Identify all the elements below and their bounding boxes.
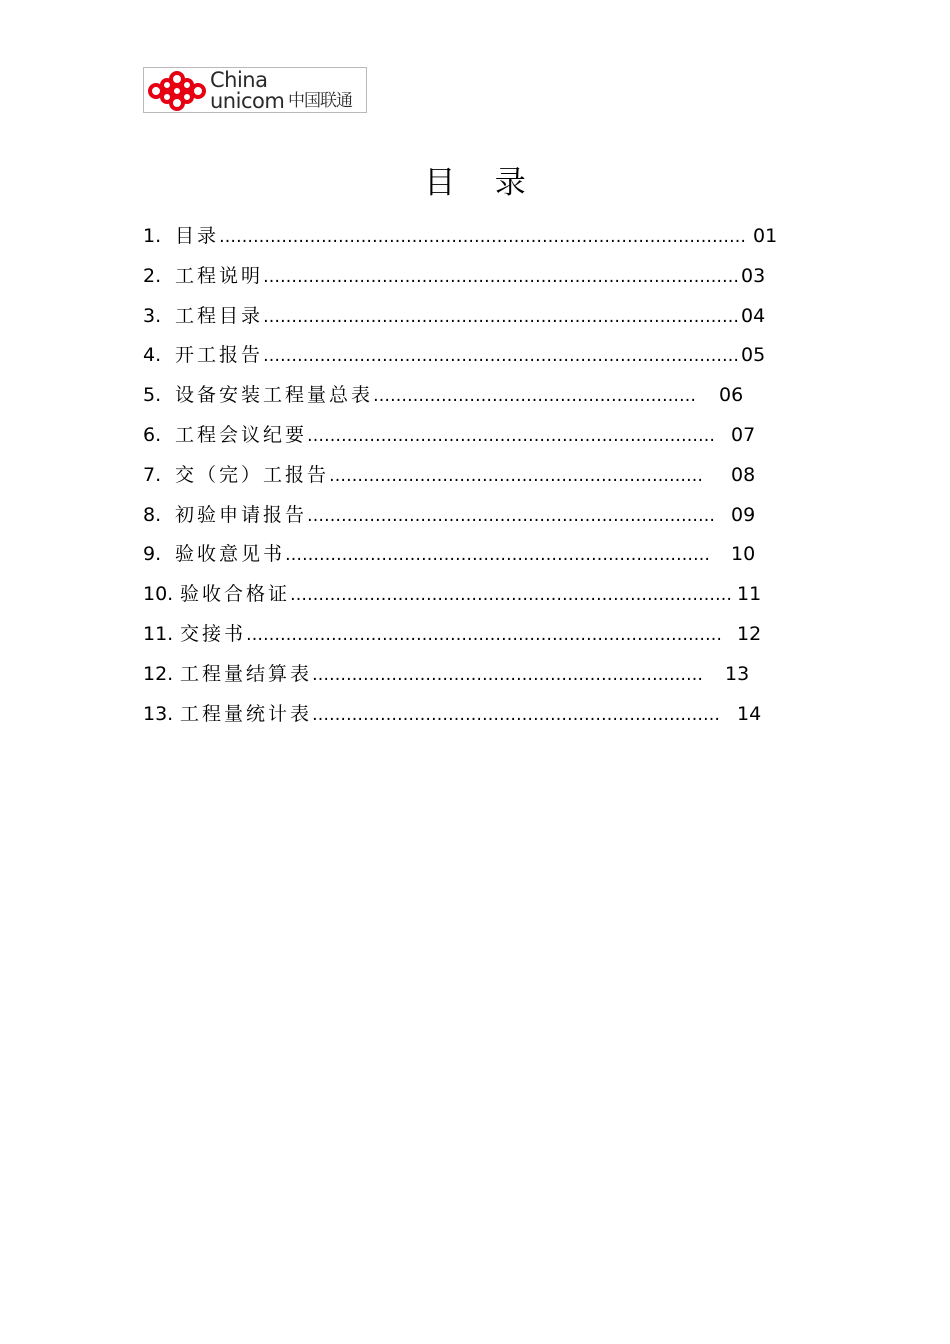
toc-leader-dots: ………………………………………………………………………………… [219, 227, 747, 247]
toc-entry-label: 工程说明 [175, 264, 264, 287]
toc-entry [143, 379, 793, 411]
toc-entry [143, 220, 793, 252]
toc-entry-label: 工程目录 [175, 304, 264, 327]
toc-leader-dots: ……………………………………………………………… [307, 426, 716, 446]
toc-entry-label: 初验申请报告 [175, 503, 308, 526]
toc-entry [143, 698, 793, 730]
toc-entry-page: 03 [741, 264, 766, 287]
toc-entry-number: 9. [143, 543, 162, 566]
toc-leader-dots: …………………………………………………………… [312, 664, 704, 685]
toc-entry-label: 设备安装工程量总表 [175, 384, 374, 407]
toc-entry-number: 8. [143, 503, 162, 526]
toc-entry-page: 04 [741, 304, 766, 327]
toc-entry-page: 05 [741, 344, 766, 367]
toc-entry [143, 578, 793, 610]
toc-leader-dots: ………………………………………………………………………… [246, 625, 723, 645]
toc-entry-number: 13. [143, 702, 174, 725]
toc-entry-page: 01 [753, 225, 778, 247]
toc-entry-label: 验收意见书 [175, 543, 286, 566]
china-unicom-knot-icon [146, 69, 208, 113]
toc-entry-page: 08 [731, 463, 756, 486]
toc-entry [143, 300, 793, 332]
toc-entry [143, 658, 793, 690]
toc-leader-dots: ………………………………………………………………………… [263, 346, 740, 367]
toc-entry-page: 09 [731, 503, 756, 526]
toc-entry-number: 5. [143, 384, 162, 407]
toc-leader-dots: …………………………………………………………………… [290, 585, 733, 606]
toc-entry-label: 工程会议纪要 [175, 424, 308, 446]
toc-entry-number: 2. [143, 264, 162, 287]
toc-entry [143, 618, 793, 650]
toc-entry-number: 11. [143, 623, 174, 645]
toc-leader-dots: ……………………………………………………………… [307, 505, 716, 526]
toc-entry-number: 1. [143, 225, 162, 247]
toc-entry-label: 目录 [175, 225, 220, 247]
toc-entry-page: 06 [719, 384, 744, 407]
toc-entry-number: 7. [143, 463, 162, 486]
toc-entry [143, 459, 793, 491]
toc-entry [143, 260, 793, 292]
page-title: 目 录 [424, 165, 526, 201]
logo-english-line1: China [210, 68, 268, 92]
toc-entry-number: 6. [143, 424, 162, 446]
toc-leader-dots: ………………………………………………………………………… [263, 306, 740, 327]
toc-entry-page: 07 [731, 424, 756, 446]
toc-leader-dots: ……………………………………………………………… [312, 704, 721, 725]
toc-entry [143, 339, 793, 371]
toc-entry-label: 交（完）工报告 [175, 463, 330, 486]
company-logo [143, 67, 367, 113]
toc-entry-number: 12. [143, 662, 174, 685]
toc-leader-dots: ………………………………………………… [373, 386, 697, 407]
logo-chinese-name: 中国联通 [288, 91, 352, 111]
toc-entry-label: 工程量结算表 [180, 662, 313, 685]
toc-entry-page: 11 [737, 583, 762, 606]
toc-entry [143, 538, 793, 570]
toc-entry-label: 验收合格证 [180, 583, 291, 606]
toc-entry-page: 14 [737, 702, 762, 725]
toc-entry-number: 4. [143, 344, 162, 367]
toc-entry-page: 10 [731, 543, 756, 566]
toc-entry [143, 419, 793, 451]
toc-entry-page: 12 [737, 623, 762, 645]
toc-entry-label: 工程量统计表 [180, 702, 313, 725]
toc-leader-dots: ………………………………………………………… [329, 465, 704, 486]
toc-entry-label: 开工报告 [175, 344, 264, 367]
toc-entry-number: 3. [143, 304, 162, 327]
toc-entry [143, 499, 793, 531]
logo-english-line2: unicom [210, 89, 285, 113]
toc-leader-dots: ………………………………………………………………………… [263, 266, 740, 287]
toc-entry-number: 10. [143, 583, 174, 606]
toc-entry-page: 13 [725, 662, 750, 685]
toc-leader-dots: ………………………………………………………………… [285, 545, 711, 566]
toc-entry-label: 交接书 [180, 623, 247, 645]
